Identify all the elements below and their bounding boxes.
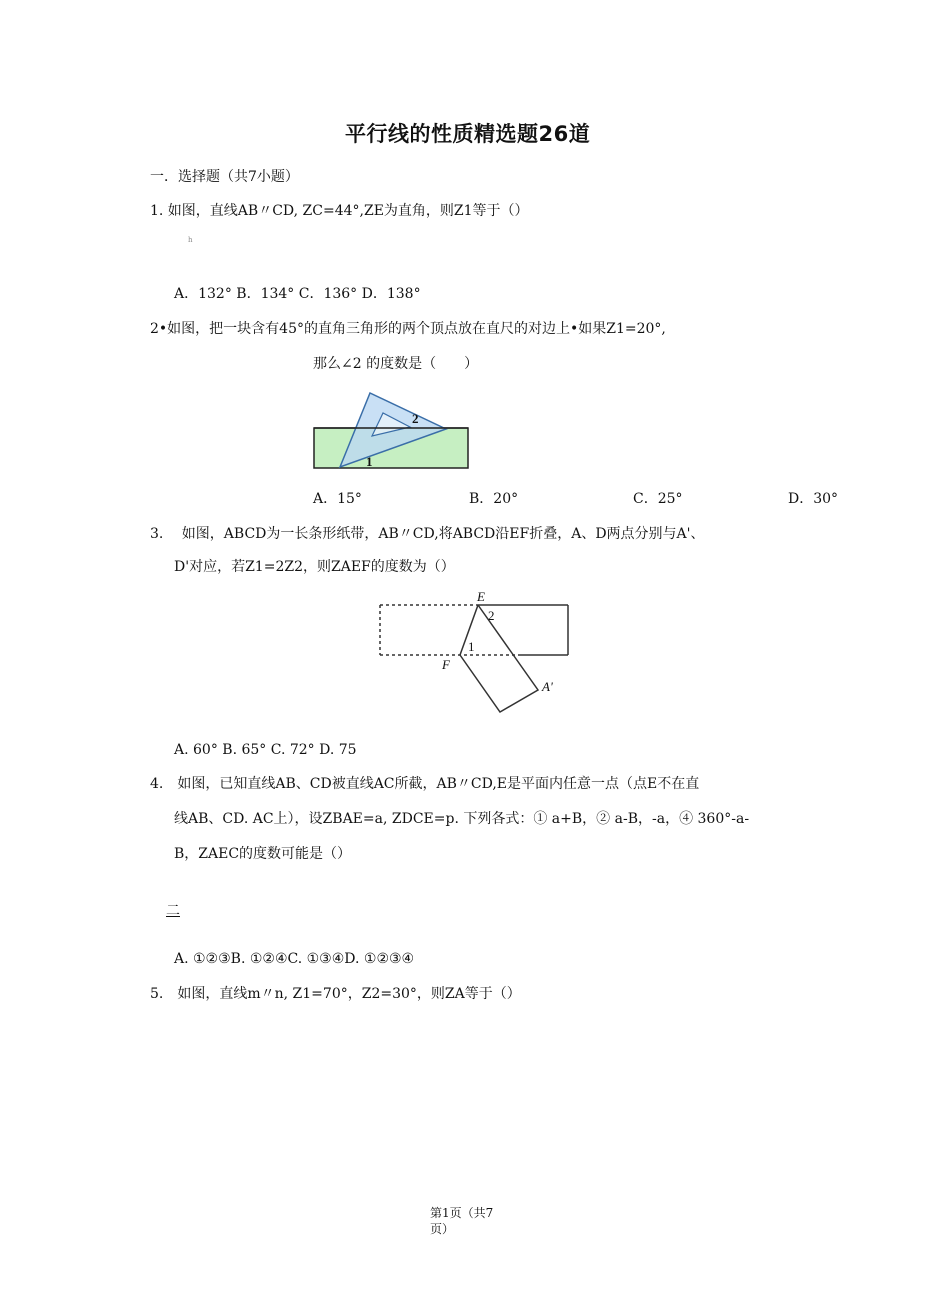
q3-angle-1-label: 1 [468,639,475,654]
question-1-figure-placeholder: h [188,236,193,244]
question-1-text: 1. 如图，直线AB〃CD, ZC=44°,ZE为直角，则Z1等于（） [150,203,529,219]
q3-point-a-prime-label: A' [542,679,553,694]
question-2-figure [300,385,480,475]
q3-angle-2-label: 2 [488,608,495,623]
question-4-line3: B，ZAEC的度数可能是（） [174,846,352,862]
q3-point-f-label: F [442,657,450,672]
question-2-option-d: D．30° [788,491,839,507]
question-3-line2: D'对应，若Z1=2Z2，则ZAEF的度数为（） [174,559,455,575]
question-4-line2: 线AB、CD. AC上），设ZBAE=a, ZDCE=p. 下列各式：① a+B，② a-B，-a，④ 360°-a- [174,811,750,827]
page-footer-line1: 第1页（共7 [430,1206,494,1220]
page-title: 平行线的性质精选题26道 [345,122,591,146]
question-4-underline-mark: 二 [166,903,180,919]
q2-angle-1-label: 1 [366,454,373,469]
question-2-option-c: C．25° [633,491,683,507]
q2-angle-2-label: 2 [412,411,419,426]
question-5-text: 5. 如图，直线m〃n, Z1=70°，Z2=30°，则ZA等于（） [150,986,521,1002]
question-2-option-b: B．20° [469,491,519,507]
question-3-options: A. 60° B. 65° C. 72° D. 75 [174,742,357,758]
question-2-line1: 2•如图，把一块含有45°的直角三角形的两个顶点放在直尺的对边上•如果Z1=20°, [150,321,666,337]
question-4-line1: 4. 如图，已知直线AB、CD被直线AC所截，AB〃CD,E是平面内任意一点（点E不在直 [150,776,700,792]
question-4-options: A. ①②③B. ①②④C. ①③④D. ①②③④ [174,951,415,967]
page-footer-line2: 页） [430,1222,455,1236]
question-3-figure [370,585,580,715]
question-3-line1: 3. 如图，ABCD为一长条形纸带，AB〃CD,将ABCD沿EF折叠，A、D两点分别与A'、 [150,526,705,542]
question-1-options: A．132° B．134° C．136° D．138° [174,286,421,302]
question-2-option-a: A．15° [313,491,362,507]
q3-point-e-label: E [477,589,485,604]
section-heading: 一．选择题（共7小题） [150,169,299,185]
question-2-line2: 那么∠2 的度数是（ ） [313,356,479,372]
